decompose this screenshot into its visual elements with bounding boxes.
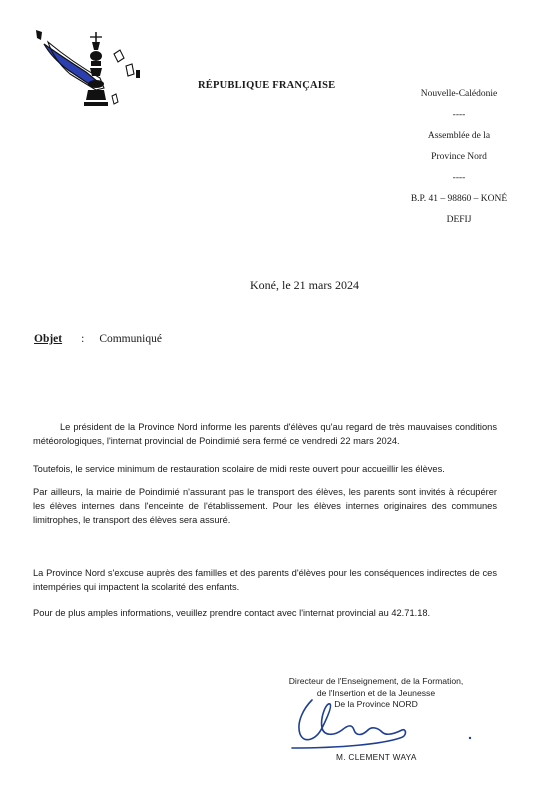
subject-separator: :: [81, 333, 85, 345]
province-emblem-icon: [34, 28, 144, 112]
signatory-title-line: Directeur de l'Enseignement, de la Formation,: [288, 676, 464, 686]
body-paragraph: Toutefois, le service minimum de restauration scolaire de midi reste ouvert pour accueillir les élèves.: [33, 464, 445, 474]
subject-label: Objet: [34, 333, 63, 345]
separator: ----: [452, 173, 466, 183]
department-code: DEFIJ: [446, 215, 472, 225]
separator: ----: [452, 110, 466, 120]
date-line: Koné, le 21 mars 2024: [250, 278, 359, 292]
signatory-name: M. CLEMENT WAYA: [336, 752, 417, 762]
subject-value: Communiqué: [99, 333, 162, 345]
sender-address-block: [398, 84, 520, 231]
region-name: Nouvelle-Calédonie: [420, 89, 498, 99]
republic-heading: RÉPUBLIQUE FRANÇAISE: [198, 80, 336, 91]
body-paragraph: Pour de plus amples informations, veuillez prendre contact avec l'internat provincial au 42.71.18.: [33, 608, 431, 618]
subject-line: [34, 333, 162, 345]
signatory-title-line: De la Province NORD: [334, 699, 418, 709]
assembly-line: Assemblée de la: [427, 131, 491, 141]
province-line: Province Nord: [431, 152, 487, 162]
body-paragraph: La Province Nord s'excuse auprès des familles et des parents d'élèves pour les conséquences indirectes de ces intempéries qui impactent la scolarité des enfants.: [33, 568, 497, 592]
body-paragraph: Le président de la Province Nord informe les parents d'élèves qu'au regard de très mauvaises conditions météorologiques, l'internat provincial de Poindimié sera fermé ce vendredi 22 mars 2024.: [33, 422, 497, 446]
postal-address: B.P. 41 – 98860 – KONÉ: [410, 194, 508, 204]
body-paragraph: Par ailleurs, la mairie de Poindimié n'assurant pas le transport des élèves, les parents sont invités à récupérer les élèves internes dans l'enceinte de l'établissement. Pour les élèves internes originaires des communes limitrophes, le transport des élèves sera assuré.: [33, 487, 497, 525]
signatory-title-line: de l'Insertion et de la Jeunesse: [316, 687, 436, 698]
handwritten-signature: [282, 694, 478, 752]
